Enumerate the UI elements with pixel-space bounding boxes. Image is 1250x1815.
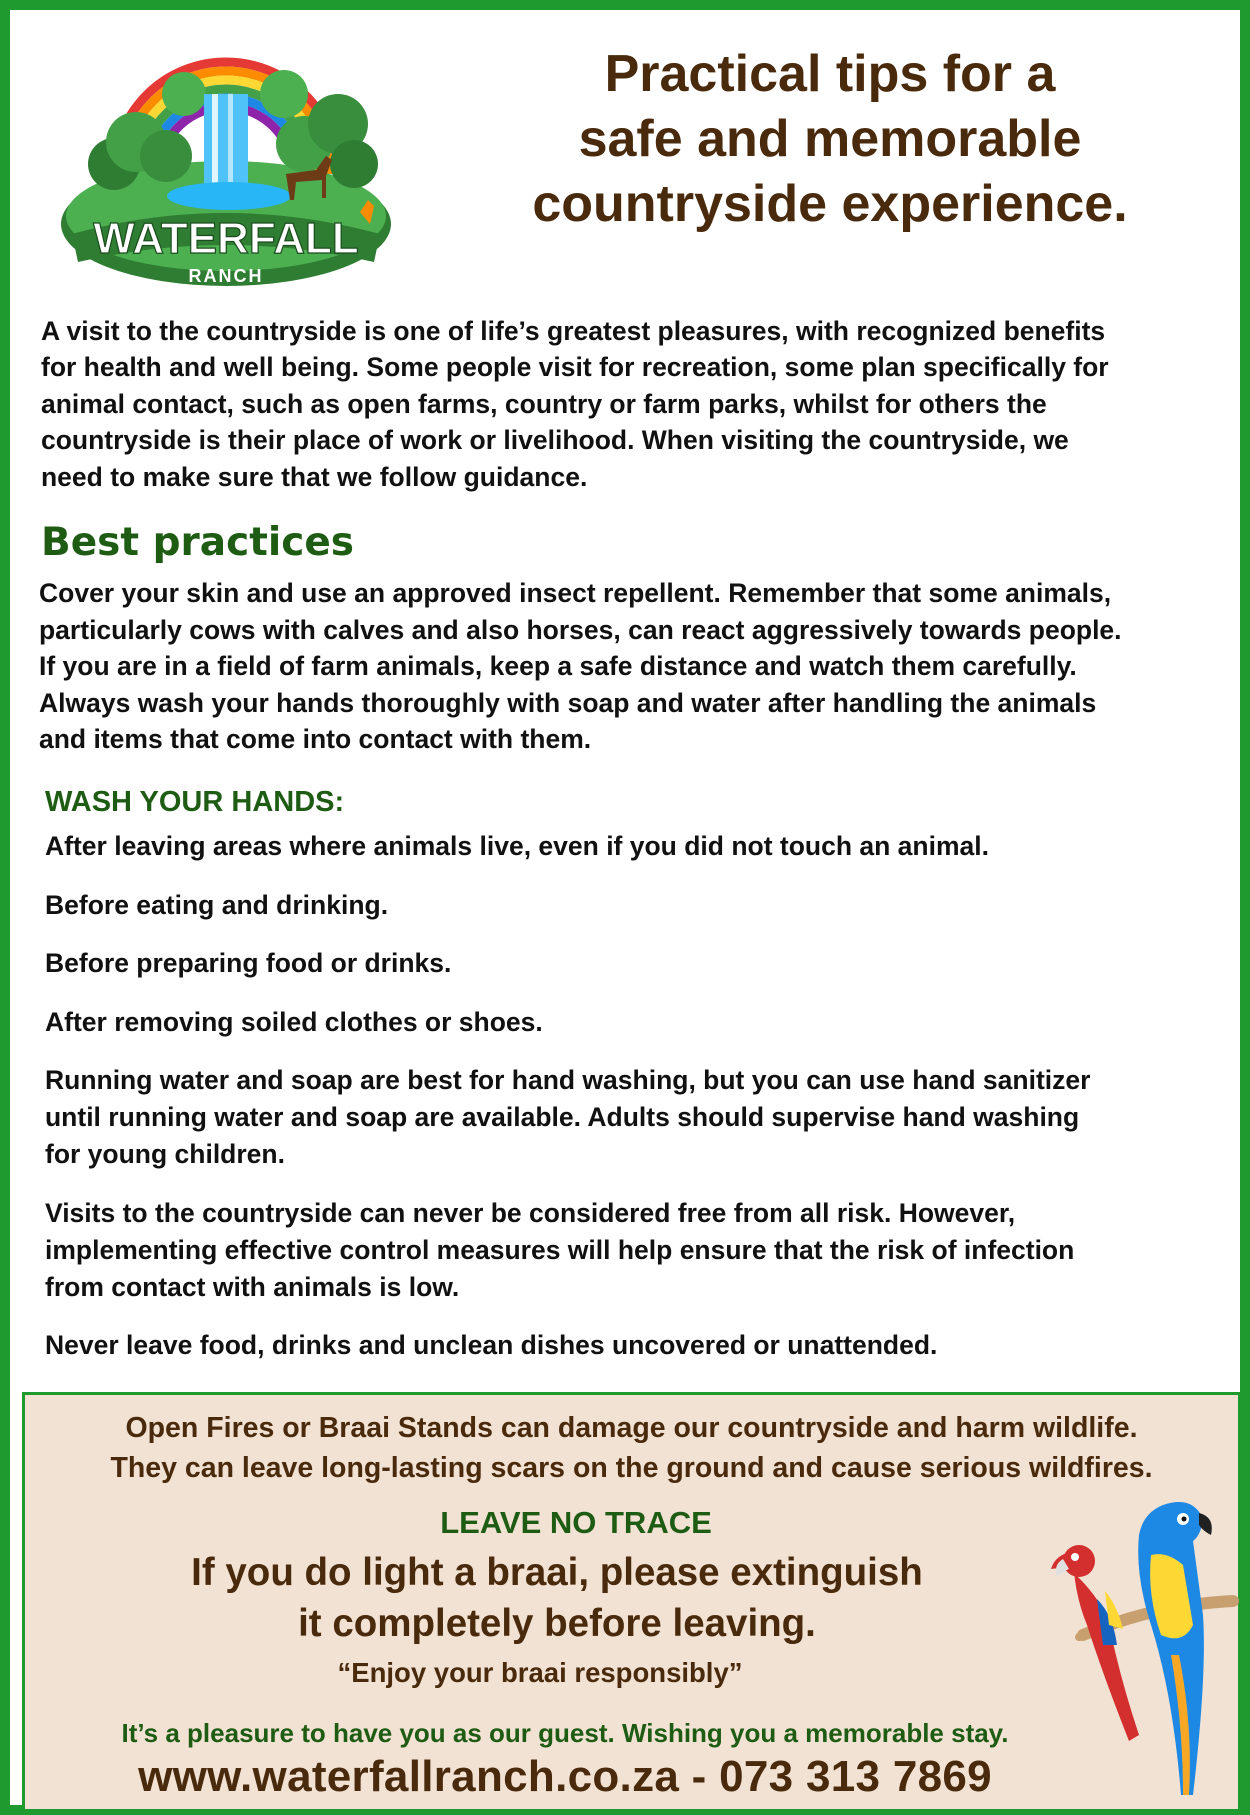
page-title	[450, 42, 1210, 237]
tip-line: until running water and soap are available. Adults should supervise hand washing	[45, 1102, 1080, 1132]
headline-line: Practical tips for a	[604, 45, 1056, 103]
logo-name: WATERFALL	[93, 214, 359, 263]
wash-hands-item	[45, 1195, 1245, 1306]
tip-line: After removing soiled clothes or shoes.	[45, 1006, 543, 1037]
tip-line: Never leave food, drinks and unclean dishes uncovered or unattended.	[45, 1330, 938, 1360]
intro-line: countryside is their place of work or livelihood. When visiting the countryside, we	[41, 425, 1069, 456]
wash-hands-item	[45, 828, 1245, 865]
parrots-illustration-icon	[1043, 1495, 1250, 1809]
best-practices-heading: Best practices	[41, 520, 354, 565]
wash-hands-item	[45, 945, 1245, 982]
best-practices-line: Always wash your hands thoroughly with soap and water after handling the animals	[39, 687, 1097, 718]
tip-line: from contact with animals is low.	[45, 1271, 460, 1302]
braai-line: it completely before leaving.	[298, 1602, 816, 1645]
wash-hands-item	[45, 1062, 1245, 1173]
waterfall-ranch-logo-icon	[54, 24, 398, 302]
tip-line: Before eating and drinking.	[45, 889, 389, 920]
fires-line: Open Fires or Braai Stands can damage our countryside and harm wildlife.	[125, 1412, 1138, 1444]
tip-line: After leaving areas where animals live, even if you did not touch an animal.	[45, 831, 989, 861]
best-practices-line: Cover your skin and use an approved insect repellent. Remember that some animals,	[39, 578, 1112, 608]
best-practices-line: and items that come into contact with them.	[39, 724, 592, 755]
intro-line: A visit to the countryside is one of life’s greatest pleasures, with recognized benefits	[41, 316, 1106, 346]
fires-line: They can leave long-lasting scars on the ground and cause serious wildfires.	[110, 1451, 1153, 1484]
braai-notice-panel	[22, 1392, 1241, 1812]
wash-hands-item	[45, 1327, 1245, 1364]
contact-line: www.waterfallranch.co.za - 073 313 7869	[138, 1752, 992, 1801]
braai-quote: “Enjoy your braai responsibly”	[337, 1657, 743, 1688]
wash-hands-heading: WASH YOUR HANDS:	[45, 786, 345, 818]
tip-line: for young children.	[45, 1139, 285, 1169]
tip-line: Before preparing food or drinks.	[45, 948, 452, 978]
best-practices-paragraph	[39, 575, 1249, 758]
headline-line: safe and memorable	[578, 110, 1082, 168]
logo-subtitle: RANCH	[188, 266, 264, 286]
best-practices-line: If you are in a field of farm animals, keep a safe distance and watch them carefully.	[39, 651, 1077, 682]
leave-no-trace-heading: LEAVE NO TRACE	[440, 1505, 712, 1540]
intro-line: for health and well being. Some people visit for recreation, some plan specifically for	[41, 352, 1109, 383]
wash-hands-item	[45, 1004, 1245, 1041]
tip-line: Visits to the countryside can never be considered free from all risk. However,	[45, 1197, 1016, 1228]
headline-line: countryside experience.	[532, 175, 1128, 233]
braai-line: If you do light a braai, please extinguish	[191, 1551, 923, 1594]
intro-line: animal contact, such as open farms, country or farm parks, whilst for others the	[41, 388, 1047, 419]
wash-hands-list	[45, 828, 1245, 1386]
tip-line: Running water and soap are best for hand washing, but you can use hand sanitizer	[45, 1065, 1091, 1095]
intro-paragraph	[41, 313, 1241, 495]
best-practices-line: particularly cows with calves and also horses, can react aggressively towards people.	[39, 614, 1122, 645]
intro-line: need to make sure that we follow guidance.	[41, 461, 588, 492]
braai-instruction	[87, 1547, 1027, 1649]
fires-warning	[25, 1409, 1238, 1488]
tip-line: implementing effective control measures will help ensure that the risk of infection	[45, 1234, 1075, 1265]
welcome-message: It’s a pleasure to have you as our guest. Wishing you a memorable stay.	[121, 1718, 1009, 1748]
wash-hands-item	[45, 887, 1245, 924]
